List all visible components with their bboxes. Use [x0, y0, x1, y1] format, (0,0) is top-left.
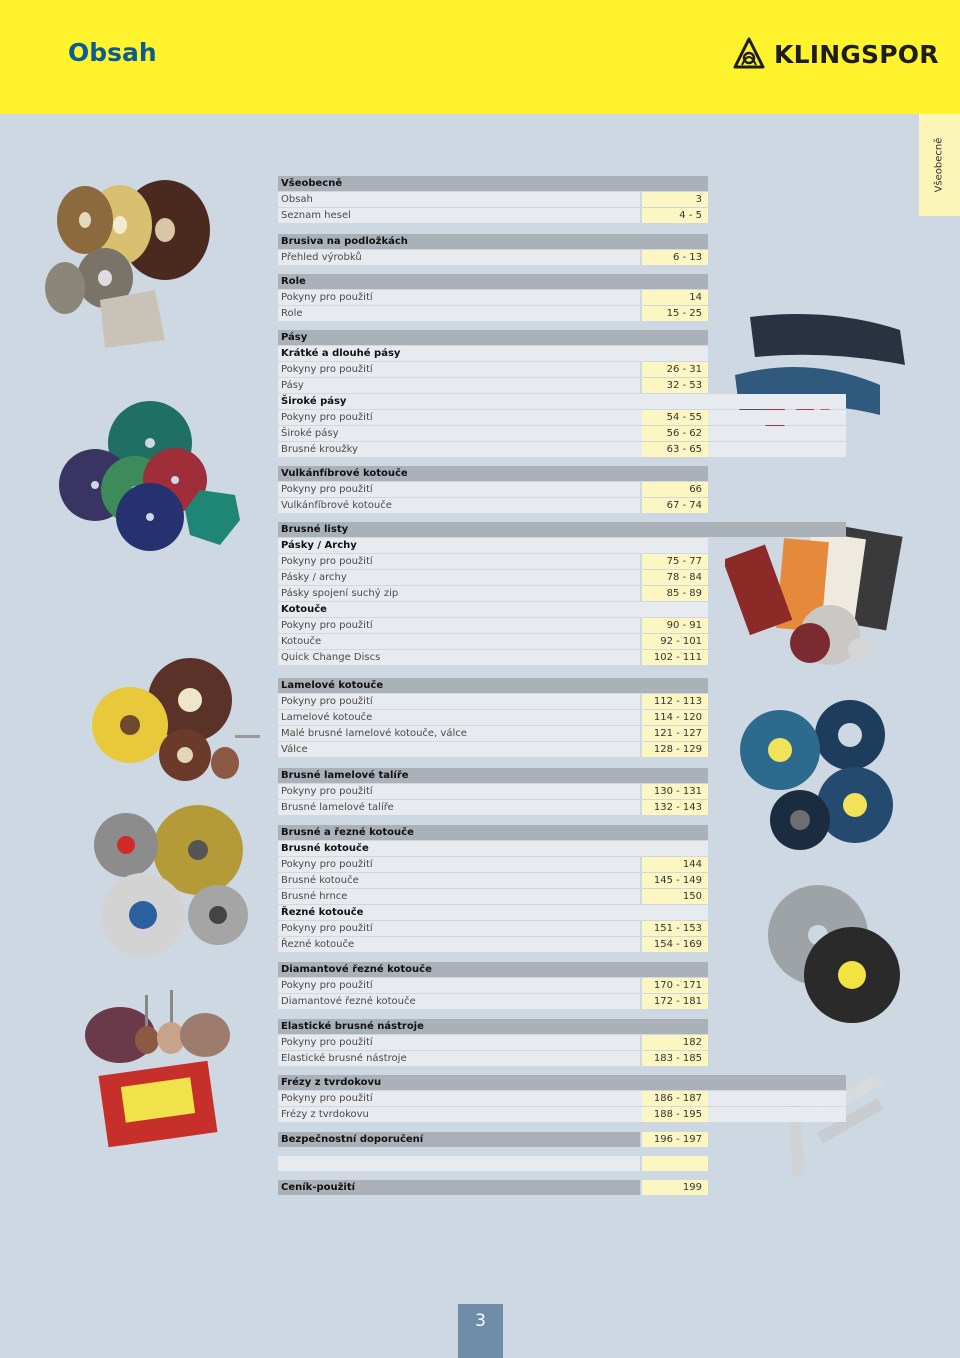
- toc-entry-label: Frézy z tvrdokovu: [278, 1107, 846, 1122]
- toc-entry-label: Řezné kotouče: [278, 937, 640, 952]
- toc-page-range: 112 - 113: [642, 694, 708, 709]
- toc-entry-label: Malé brusné lamelové kotouče, válce: [278, 726, 640, 741]
- toc-page-range: 32 - 53: [642, 378, 708, 393]
- toc-entry-label: Pokyny pro použití: [278, 694, 640, 709]
- toc-page-range: 151 - 153: [642, 921, 708, 936]
- toc-page-range: 144: [642, 857, 708, 872]
- toc-entry-label: Elastické brusné nástroje: [278, 1051, 640, 1066]
- toc-section-heading: Frézy z tvrdokovu: [278, 1075, 846, 1090]
- toc-entry-label: Pokyny pro použití: [278, 857, 640, 872]
- toc-entry-label: Obsah: [278, 192, 640, 207]
- toc-entry-label: Pokyny pro použití: [278, 618, 640, 633]
- toc-entry-label: Brusné kroužky: [278, 442, 846, 457]
- toc-entry-label: Pokyny pro použití: [278, 410, 846, 425]
- toc-entry-label: Přehled výrobků: [278, 250, 640, 265]
- toc-page-range: 199: [642, 1180, 708, 1195]
- toc-entry-label: Ceník-použití: [278, 1180, 640, 1195]
- toc-entry-label: Pokyny pro použití: [278, 1035, 640, 1050]
- toc-page-range: 114 - 120: [642, 710, 708, 725]
- toc-subheading: Kotouče: [278, 602, 708, 617]
- page-title: Obsah: [68, 38, 157, 67]
- toc-page-range: 188 - 195: [642, 1107, 708, 1122]
- toc-section-heading: Diamantové řezné kotouče: [278, 962, 708, 977]
- toc-entry-label: Pokyny pro použití: [278, 921, 640, 936]
- toc-entry-label: Pásy: [278, 378, 640, 393]
- toc-page-range: 67 - 74: [642, 498, 708, 513]
- toc-entry-label: Pokyny pro použití: [278, 290, 640, 305]
- brand-name: KLINGSPOR: [774, 39, 939, 69]
- toc-entry-label: Lamelové kotouče: [278, 710, 640, 725]
- toc-page-range: 186 - 187: [642, 1091, 708, 1106]
- toc-page-range: 90 - 91: [642, 618, 708, 633]
- toc-page-range: 145 - 149: [642, 873, 708, 888]
- toc-entry-label: Diamantové řezné kotouče: [278, 994, 640, 1009]
- toc-page-range: 54 - 55: [642, 410, 708, 425]
- toc-entry-label: Role: [278, 306, 640, 321]
- page-number: 3: [458, 1304, 503, 1358]
- toc-subheading: Řezné kotouče: [278, 905, 708, 920]
- toc-entry-label: Pásky / archy: [278, 570, 640, 585]
- toc-entry-label: [278, 1156, 640, 1171]
- toc-page-range: 154 - 169: [642, 937, 708, 952]
- toc-section-heading: Pásy: [278, 330, 708, 345]
- toc-page-range: 182: [642, 1035, 708, 1050]
- toc-page-range: [642, 1156, 708, 1171]
- toc-section-heading: Všeobecně: [278, 176, 708, 191]
- toc-entry-label: Pokyny pro použití: [278, 482, 640, 497]
- toc-entry-label: Pokyny pro použití: [278, 784, 640, 799]
- toc-page-range: 92 - 101: [642, 634, 708, 649]
- toc-page-range: 26 - 31: [642, 362, 708, 377]
- toc-page-range: 121 - 127: [642, 726, 708, 741]
- toc-entry-label: Brusné hrnce: [278, 889, 640, 904]
- toc-page-range: 63 - 65: [642, 442, 708, 457]
- toc-entry-label: Bezpečnostní doporučení: [278, 1132, 640, 1147]
- toc-page-range: 172 - 181: [642, 994, 708, 1009]
- toc-subheading: Pásky / Archy: [278, 538, 708, 553]
- toc-section-heading: Brusné listy: [278, 522, 846, 537]
- toc-entry-label: Seznam hesel: [278, 208, 640, 223]
- toc-section-heading: Brusné a řezné kotouče: [278, 825, 708, 840]
- toc-entry-label: Quick Change Discs: [278, 650, 640, 665]
- toc-subheading: Brusné kotouče: [278, 841, 708, 856]
- toc-page-range: 75 - 77: [642, 554, 708, 569]
- toc-section-heading: Lamelové kotouče: [278, 678, 708, 693]
- toc-page-range: 150: [642, 889, 708, 904]
- toc-page-range: 132 - 143: [642, 800, 708, 815]
- toc-entry-label: Válce: [278, 742, 640, 757]
- toc-page-range: 4 - 5: [642, 208, 708, 223]
- toc-page-range: 128 - 129: [642, 742, 708, 757]
- toc-page-range: 170 - 171: [642, 978, 708, 993]
- toc-page-range: 66: [642, 482, 708, 497]
- toc-subheading: Široké pásy: [278, 394, 846, 409]
- section-tab-label: Všeobecně: [933, 137, 945, 193]
- toc-entry-label: Vulkánfíbrové kotouče: [278, 498, 640, 513]
- toc-entry-label: Pokyny pro použití: [278, 978, 640, 993]
- toc-entry-label: Pokyny pro použití: [278, 1091, 846, 1106]
- toc-page-range: 78 - 84: [642, 570, 708, 585]
- toc-entry-label: Široké pásy: [278, 426, 846, 441]
- toc-page-range: 15 - 25: [642, 306, 708, 321]
- toc-entry-label: Brusné lamelové talíře: [278, 800, 640, 815]
- toc-page-range: 14: [642, 290, 708, 305]
- toc-section-heading: Brusiva na podložkách: [278, 234, 708, 249]
- toc-page-range: 85 - 89: [642, 586, 708, 601]
- toc-entry-label: Kotouče: [278, 634, 640, 649]
- toc-page-range: 102 - 111: [642, 650, 708, 665]
- toc-subheading: Krátké a dlouhé pásy: [278, 346, 708, 361]
- toc-page-range: 3: [642, 192, 708, 207]
- toc-entry-label: Pásky spojení suchý zip: [278, 586, 640, 601]
- toc-page-range: 130 - 131: [642, 784, 708, 799]
- toc-page-range: 183 - 185: [642, 1051, 708, 1066]
- toc-entry-label: Brusné kotouče: [278, 873, 640, 888]
- toc-entry-label: Pokyny pro použití: [278, 362, 640, 377]
- toc-page-range: 56 - 62: [642, 426, 708, 441]
- toc-entry-label: Pokyny pro použití: [278, 554, 640, 569]
- toc-section-heading: Elastické brusné nástroje: [278, 1019, 708, 1034]
- toc-section-heading: Brusné lamelové talíře: [278, 768, 708, 783]
- toc-page-range: 6 - 13: [642, 250, 708, 265]
- toc-section-heading: Role: [278, 274, 708, 289]
- toc-page-range: 196 - 197: [642, 1132, 708, 1147]
- toc-section-heading: Vulkánfíbrové kotouče: [278, 466, 708, 481]
